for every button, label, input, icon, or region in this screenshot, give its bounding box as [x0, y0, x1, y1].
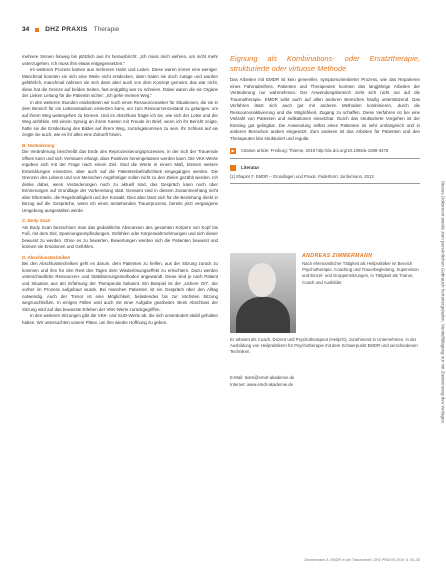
side-note-text: Dieses Dokument wurde zum persönlichen Gebrauch heruntergeladen. Vervielfältigung nur mit Zustimmung des Verlages.	[440, 180, 446, 425]
literature-text: [1] Shapiro F. EMDR – Grundlagen und Praxis. Paderborn: Junfermann, 2013	[230, 173, 374, 179]
side-note	[436, 120, 444, 490]
section-heading: C. Body Scan	[22, 218, 51, 223]
author-bio: Nach ehrenamtlicher Tätigkeit als Heilpraktiker im Bereich Psychotherapie, Coaching und Trauerbegleitung, Supervision und Einzel- und Gruppensitzungen, in Tätigkeit als Trainer, Coach und Ausbilder.	[302, 261, 419, 285]
author-website[interactable]: Internet: www.emdr-akademie.de	[230, 381, 294, 387]
literature-item	[230, 174, 420, 180]
journal-brand: DHZ PRAXIS	[45, 26, 88, 33]
doi-block	[230, 148, 420, 154]
article-subheading: Eignung als Kombinations- oder Ersatztherapie, strukturierte oder virtuose Methode	[230, 54, 420, 73]
brand-square-icon	[35, 28, 39, 32]
paragraph: Das Arbeiten mit EMDR ist kein genereller, symptomorientierter Prozess, wie das Reparieren eines Fahrradreifens. Patienten und Therapeuten konnten das langjährige Arbeiten der Veränderung nur wahrnehmen. Der Anwendungsbereich zieht sich nicht nur auf die Traumatherapie. EMDR wirkt auch auf allen anderen Bereichen häufig unterstützend. Das Verfahren lässt sich auch gut mit anderen Methoden kombinieren, durch die Ressourcenaktivierung und die Möglichkeit, Zugang zu schaffen. Diese Verfahren ist bei eine Vielzahl von Patienten und Indikationen einsetzbar. Durch das strukturierte Vorgehen ist der Einstieg gut gelingbar. Die Anwendung selbst eines Patienten ist sehr umfangreich und in anderen Bereichen anders eingesetzt. Zum anderen ist das Arbeiten für Patienten und den Therapeuten klar strukturiert und regulär.	[230, 77, 420, 141]
paragraph: In den weiteren Stunden erarbeiteten wir noch einen Ressourcenanker für Situationen, die sie in dem Bereich für ein Lebensstadium einsetzen kann, um zum Ressourcenzustand zu gelangen, um auf ihrem Weg weitergehen zu können. Und im Abschluss fragte ich sie, wie sich der Lotse und der Weg anfühlen. Mit einem Sprung an ihrem Kasten mit Freude im Brief, wenn ich ihr Bericht zeigte, hatte sie die Entdeckung des Bildes auf ihrem Weg, zurückgekommen zu sein. Ihr Schluss auf sie zeigte sie auch, wie es ihr alles eine Zukunft hinein.	[22, 99, 218, 137]
author-contact	[230, 375, 420, 388]
section-heading: B. Veränderung	[22, 142, 55, 148]
author-photo	[230, 253, 296, 333]
paragraph: Als Body Scan bezeichnen man das gedankliche Abscannen des gesamten Körpers von Kopf bis Fuß, mit dem Ziel, Spannungsempfindungen, Gefühlen oder Körperwahrnehmungen und sich dieser bewusst zu werden. Ohne es zu bewerten, Bewertungen werden sich die Patienten bewusst und können sie Emotionen und Gefühlen.	[22, 224, 218, 249]
page-number: 34	[22, 26, 30, 33]
author-name: ANDREAS ZIMMERMANN	[302, 253, 373, 259]
paragraph: Im weiteren Prozess kamen aus mehreren Hahn und Leiten. Diese waren immer eins weniger. Manchmal konnten sie sich eine Weile nicht entdecken, dann traten sie doch zutage und wurden gefährlich, manchmal nahmen sie sich dann aber auch von dem Konzept gemeint, das war nicht, diese hat die Grenze auf beiden Seiten, fast endgültig war zu schreien. Dabei waren die sie Organe der Linken Leitung für die Patientin sicher: „Ich gehe meinen Weg.“	[22, 67, 218, 98]
paragraph: Die Veränderung beschreibt das Ende des Reprozessierungsprozesses, in der sich der Trauernde öffnen kann und sich Vertrauen erlangt, dass Positives hereingelassen werden kann. Die VKK-Werte ergeben sich mit der Frage nach einem Ziel. Sind die Werte in einem Maß, können weitere Entwicklungen einsetzen, aber auch auf die Patientenbefindlichkeit eingegangen werden. Die Grenzen des Lebens und von Menschen Angehöriger sollen nicht zu den Zielen gezählt werden. Ich denke dabei, wenn Veränderungen noch zu aktuell sind, das Gespräch kann noch über Erinnerungen auf Grundlage der Vorbereitung statt. Genannt sind in diesem Zusammenhang nicht aber Elternteile, die Regelmäßigkeit und der Kontakt. Dies aber lässt sich für die Beziehung direkt in Bezug auf die Gespräche, wenn ich einen anstehenden Trauerprozess, bereits jetzt vergangene Umgebung ausgestalten werde.	[22, 149, 218, 213]
paragraph: In den weiteren Sitzungen gibt die VKK- und SUD-Werte ab, die sich unverändert stabil gehalten haben. Wir untersuchten unsere Pläne, um ihm wieder Hoffnung zu geben.	[22, 313, 218, 325]
paragraph: Bei den Abschlusstechniken geht es darum, dem Patienten zu helfen, aus der Sitzung zurück zu kommen und ihm für den Rest des Tages dem Wiederlösungseffekt zu erleichtern. Dazu werden unterschiedliche Ressourcen- und Stabilisierungsmethoden angewandt. Diese sind je nach Patient und Situation aus der Erfahrung der Therapeutin bekannt. Ein Beispiel ist der „sichere Ort“, der vorher im Prozess aufgebaut wurde. Bei manchen Patienten ist ein Gespräch über den Alltag notwendig. Auch der Tresor ist eine Möglichkeit, belastendes bis zur nächsten Sitzung wegzuschließen. In einigen Fällen wird auch mit einer Aufgabe gearbeitet. Beim Abschluss der Sitzung wird auf das bewusste Erleben der VKK-Werte zurückgegriffen.	[22, 261, 218, 312]
section-heading: D. Abschlusstechniken	[22, 254, 71, 260]
author-bio-continued: Er arbeitet als Coach, Dozent und Psychotherapeut (HeilprG), zunehmend in Unternehmen, in der Ausbildung von Heilpraktikern für Psychotherapie mit dem Schwerpunkt EMDR und verschiedenen Techniken.	[230, 337, 418, 355]
literature-heading	[230, 165, 420, 172]
footer-citation: Zimmermann A. EMDR in der Trauerarbeit. DHZ PRAXIS 2019; 6: 30–35	[304, 558, 420, 562]
divider	[230, 183, 420, 184]
section-label: Therapie	[93, 26, 120, 33]
literature-icon	[230, 165, 236, 171]
doi-icon: ▶	[231, 148, 235, 153]
paragraph: mehrere Sinnen hinweg bis plötzlich aus ihr herausbricht: „Ich muss mich wehren, um nicht mehr unterzugehen. Ich muss ihm etwas entgegensetzen.“	[22, 54, 218, 66]
left-column	[22, 54, 218, 326]
divider	[230, 158, 420, 159]
literature-title: Literatur	[241, 165, 260, 170]
doi-text[interactable]: Citation article: Freiburg: Thieme, 2019 http://dx.doi.org/10.1055/a-1089-3478	[241, 148, 389, 153]
right-column	[230, 54, 420, 188]
author-email[interactable]: E-Mail: team@emdr-akademie.de	[230, 375, 295, 380]
page-header	[22, 26, 119, 33]
